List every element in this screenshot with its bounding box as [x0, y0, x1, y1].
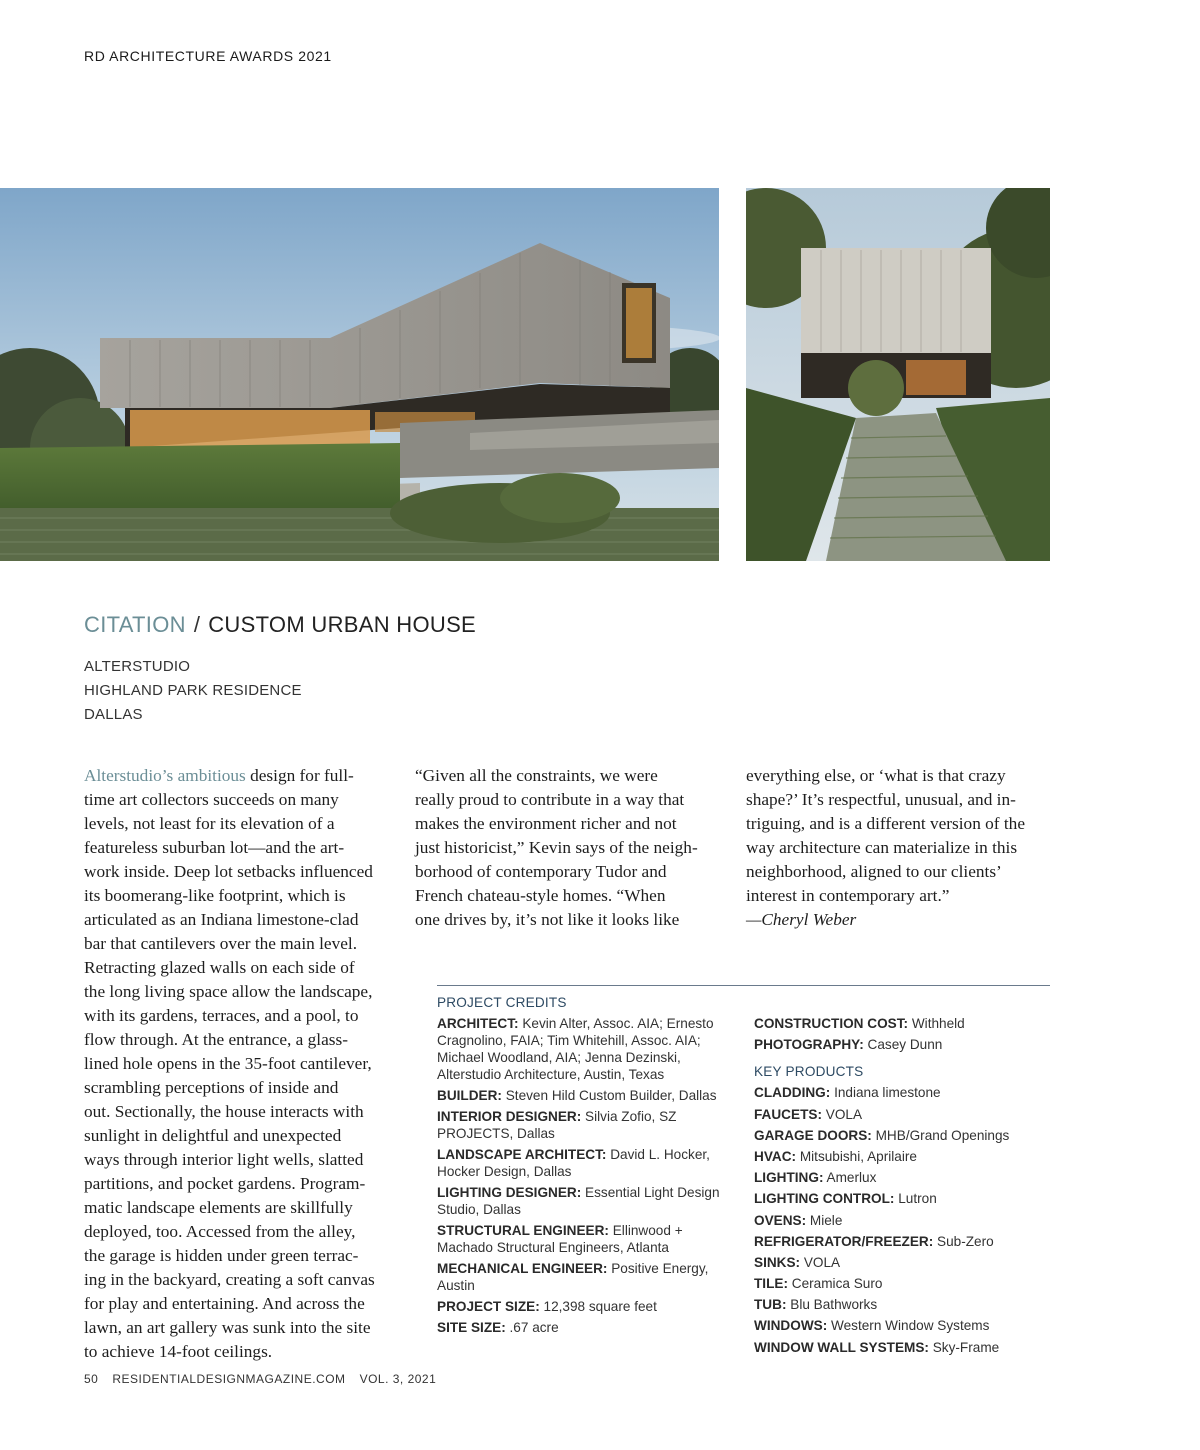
- article-line: articulated as an Indiana limestone-clad: [84, 910, 359, 929]
- article-line: matic landscape elements are skillfully: [84, 1198, 353, 1217]
- product-entry-value: Sub-Zero: [937, 1233, 994, 1249]
- product-entry-label: GARAGE DOORS:: [754, 1127, 872, 1143]
- credit-entry-label: INTERIOR DESIGNER:: [437, 1109, 582, 1124]
- project-meta: [84, 655, 302, 727]
- credit-entry-value: 12,398 square feet: [543, 1299, 657, 1314]
- product-entry: [754, 1296, 1054, 1313]
- article-line: French chateau-style homes. “When: [415, 886, 666, 905]
- article-line: flow through. At the entrance, a glass-: [84, 1030, 348, 1049]
- product-entry: [754, 1148, 1054, 1165]
- product-entry-value: Lutron: [898, 1191, 937, 1207]
- credit-entry: [437, 1184, 737, 1218]
- credit-entry-value: David L. Hocker, Hocker Design, Dallas: [437, 1147, 710, 1179]
- article-line: neighborhood, aligned to our clients’: [746, 862, 1002, 881]
- credit-entry-label: CONSTRUCTION COST:: [754, 1016, 909, 1031]
- product-entry-value: VOLA: [803, 1254, 841, 1270]
- article-line: just historicist,” Kevin says of the neigh-: [415, 838, 698, 857]
- credit-entry-label: PHOTOGRAPHY:: [754, 1037, 864, 1053]
- article-line: for play and entertaining. And across the: [84, 1294, 365, 1313]
- article-line: levels, not least for its elevation of a: [84, 814, 335, 833]
- credit-entry: [754, 1015, 1054, 1032]
- product-entry: [754, 1190, 1054, 1207]
- credits-and-products: [754, 1015, 1054, 1360]
- credit-entry-label: SITE SIZE:: [437, 1320, 506, 1335]
- credit-entry-value: Kevin Alter, Assoc. AIA; Ernesto Cragnolino, FAIA; Tim Whitehill, Assoc. AIA; Michael Woodland, AIA; Jenna Dezinski, Alterstudio Architecture, Austin, Texas: [437, 1016, 714, 1082]
- product-entry-label: OVENS:: [754, 1212, 807, 1228]
- credit-entry: [437, 1319, 737, 1336]
- credit-entry: [437, 1222, 737, 1256]
- product-entry-value: Western Window Systems: [831, 1318, 990, 1334]
- article-line: lined hole opens in the 35-foot cantilever,: [84, 1054, 372, 1073]
- article-line: the garage is hidden under green terrac-: [84, 1246, 359, 1265]
- product-entry-label: WINDOW WALL SYSTEMS:: [754, 1339, 929, 1355]
- product-entry: [754, 1212, 1054, 1229]
- credit-entry-label: MECHANICAL ENGINEER:: [437, 1261, 608, 1276]
- product-entry-label: CLADDING:: [754, 1085, 831, 1101]
- product-entry: [754, 1106, 1054, 1123]
- product-entry-value: Sky-Frame: [932, 1339, 1000, 1355]
- product-entry-label: HVAC:: [754, 1148, 797, 1164]
- product-entry: [754, 1084, 1054, 1101]
- article-line: its boomerang-like footprint, which is: [84, 886, 346, 905]
- credit-entry-label: PROJECT SIZE:: [437, 1299, 540, 1314]
- product-entry: [754, 1127, 1054, 1144]
- article-column-2: [415, 764, 725, 932]
- article-line: one drives by, it’s not like it looks like: [415, 910, 680, 929]
- credit-entry: [437, 1298, 737, 1315]
- article-line: scrambling perceptions of inside and: [84, 1078, 339, 1097]
- credit-entry-value: Casey Dunn: [867, 1037, 943, 1053]
- award-category: CUSTOM URBAN HOUSE: [208, 612, 477, 637]
- credit-entry: [754, 1036, 1054, 1053]
- article-line: bar that cantilevers over the main level.: [84, 934, 358, 953]
- credit-entry-value: Ellinwood + Machado Structural Engineers, Atlanta: [437, 1223, 683, 1255]
- key-products-heading: KEY PRODUCTS: [754, 1064, 864, 1080]
- product-entry: [754, 1233, 1054, 1250]
- article-line: work inside. Deep lot setbacks influenced: [84, 862, 373, 881]
- credit-entry-value: .67 acre: [509, 1320, 559, 1335]
- firm-name: ALTERSTUDIO: [84, 658, 191, 675]
- credit-entry: [437, 1260, 737, 1294]
- credit-entry-value: Silvia Zofio, SZ PROJECTS, Dallas: [437, 1109, 677, 1141]
- credit-entry-value: Steven Hild Custom Builder, Dallas: [505, 1088, 717, 1103]
- article-line: “Given all the constraints, we were: [415, 766, 658, 785]
- product-entry-label: FAUCETS:: [754, 1106, 822, 1122]
- credits-divider: [437, 985, 1050, 986]
- article-line: deployed, too. Accessed from the alley,: [84, 1222, 356, 1241]
- credit-entry-label: LIGHTING DESIGNER:: [437, 1185, 582, 1200]
- project-credits: [437, 994, 737, 1340]
- credit-entry: [437, 1015, 737, 1083]
- product-entry-value: Indiana limestone: [834, 1085, 941, 1101]
- article-line: ways through interior light wells, slatted: [84, 1150, 364, 1169]
- article-lead: Alterstudio’s ambitious: [84, 766, 246, 785]
- credit-entry-label: STRUCTURAL ENGINEER:: [437, 1223, 609, 1238]
- product-entry-label: WINDOWS:: [754, 1318, 828, 1334]
- product-entry: [754, 1317, 1054, 1334]
- article-line: featureless suburban lot—and the art-: [84, 838, 345, 857]
- article-line: really proud to contribute in a way that: [415, 790, 685, 809]
- product-entry: [754, 1339, 1054, 1356]
- article-line: ing in the backyard, creating a soft canvas: [84, 1270, 375, 1289]
- credit-entry-label: ARCHITECT:: [437, 1016, 519, 1031]
- citation-heading: [84, 612, 476, 638]
- article-line: to achieve 14-foot ceilings.: [84, 1342, 273, 1361]
- product-entry-value: MHB/Grand Openings: [875, 1127, 1010, 1143]
- page-number: 50: [84, 1372, 99, 1386]
- project-name: HIGHLAND PARK RESIDENCE: [84, 682, 302, 699]
- product-entry-value: VOLA: [825, 1106, 863, 1122]
- house-exterior-photo: [0, 188, 719, 561]
- product-entry-label: REFRIGERATOR/FREEZER:: [754, 1233, 934, 1249]
- footer-issue: VOL. 3, 2021: [359, 1372, 437, 1386]
- article-line: interest in contemporary art.”: [746, 886, 950, 905]
- product-entry: [754, 1169, 1054, 1186]
- article-line: with its gardens, terraces, and a pool, to: [84, 1006, 359, 1025]
- article-column-1: [84, 764, 394, 1364]
- article-byline: —Cheryl Weber: [746, 910, 857, 929]
- credit-entry: [437, 1146, 737, 1180]
- article-column-3: [746, 764, 1061, 932]
- credit-entry-label: BUILDER:: [437, 1088, 502, 1103]
- article-line: everything else, or ‘what is that crazy: [746, 766, 1006, 785]
- article-line: partitions, and pocket gardens. Program-: [84, 1174, 366, 1193]
- article-line: way architecture can materialize in this: [746, 838, 1018, 857]
- running-header: RD ARCHITECTURE AWARDS 2021: [84, 48, 332, 64]
- article-line: makes the environment richer and not: [415, 814, 677, 833]
- credit-entry-value: Essential Light Design Studio, Dallas: [437, 1185, 720, 1217]
- article-line: triguing, and is a different version of the: [746, 814, 1025, 833]
- product-entry: [754, 1275, 1054, 1292]
- product-entry-label: SINKS:: [754, 1254, 801, 1270]
- product-entry-value: Miele: [809, 1212, 843, 1228]
- credit-entry-value: Positive Energy, Austin: [437, 1261, 709, 1293]
- project-credits-heading: PROJECT CREDITS: [437, 995, 567, 1010]
- entry-path-photo: [746, 188, 1050, 561]
- article-line: shape?’ It’s respectful, unusual, and in-: [746, 790, 1016, 809]
- credit-entry: [437, 1087, 737, 1104]
- article-line: the long living space allow the landscape,: [84, 982, 373, 1001]
- article-line: design for full-: [250, 766, 354, 785]
- product-entry: [754, 1254, 1054, 1271]
- product-entry-value: Amerlux: [826, 1170, 877, 1186]
- product-entry-value: Ceramica Suro: [791, 1276, 883, 1292]
- credit-entry-value: Withheld: [911, 1016, 965, 1031]
- article-line: borhood of contemporary Tudor and: [415, 862, 667, 881]
- credit-entry-label: LANDSCAPE ARCHITECT:: [437, 1147, 607, 1162]
- product-entry-label: TUB:: [754, 1297, 787, 1313]
- article-line: out. Sectionally, the house interacts with: [84, 1102, 364, 1121]
- article-line: lawn, an art gallery was sunk into the site: [84, 1318, 371, 1337]
- project-city: DALLAS: [84, 706, 143, 723]
- product-entry-label: LIGHTING CONTROL:: [754, 1191, 895, 1207]
- citation-separator: /: [193, 612, 201, 637]
- article-line: Retracting glazed walls on each side of: [84, 958, 355, 977]
- article-line: sunlight in delightful and unexpected: [84, 1126, 342, 1145]
- product-entry-value: Blu Bathworks: [790, 1297, 878, 1313]
- credit-entry: [437, 1108, 737, 1142]
- product-entry-label: LIGHTING:: [754, 1170, 824, 1186]
- article-line: time art collectors succeeds on many: [84, 790, 339, 809]
- footer-site: RESIDENTIALDESIGNMAGAZINE.COM: [112, 1372, 346, 1386]
- product-entry-label: TILE:: [754, 1276, 788, 1292]
- citation-label: CITATION: [84, 612, 186, 637]
- product-entry-value: Mitsubishi, Aprilaire: [799, 1148, 917, 1164]
- page-footer: [84, 1372, 450, 1386]
